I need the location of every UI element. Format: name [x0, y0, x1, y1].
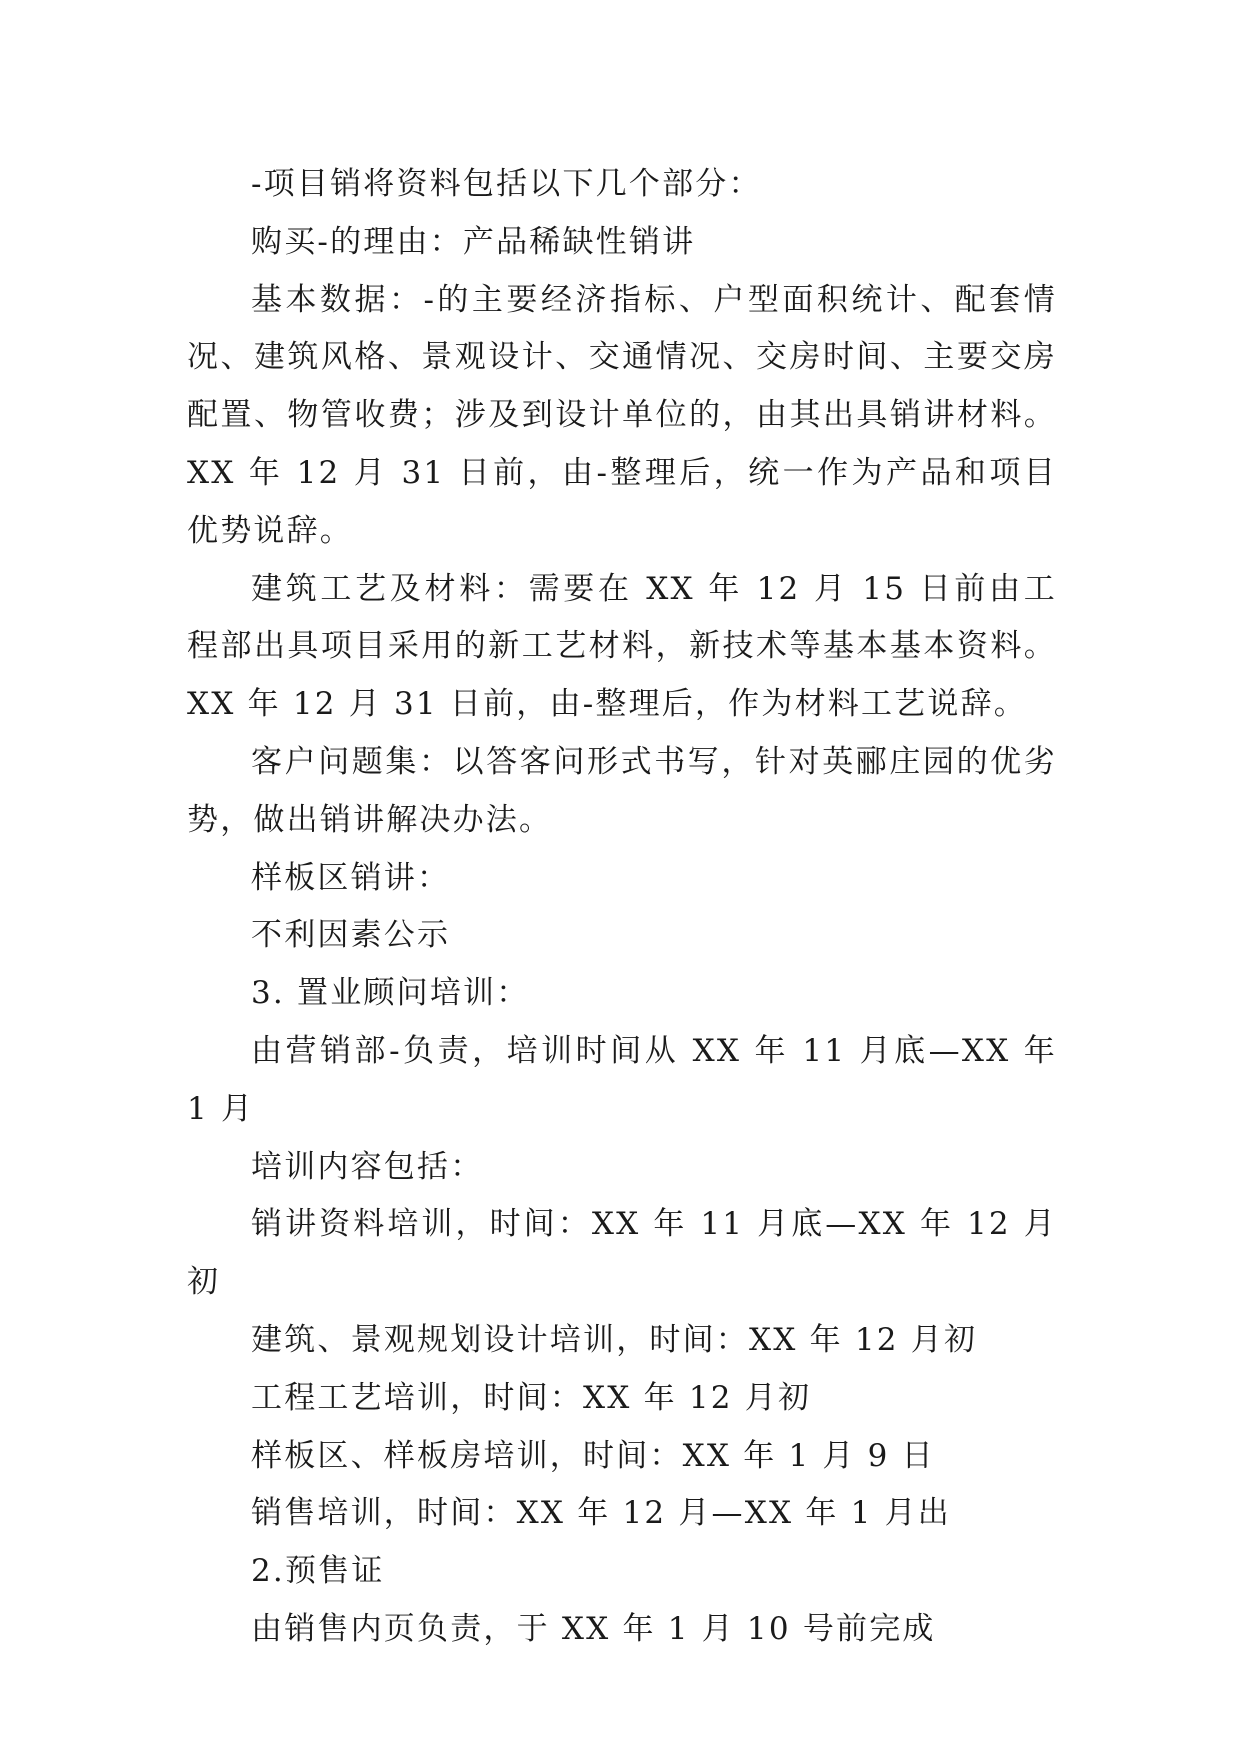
- paragraph-unfavorable-factors: 不利因素公示: [251, 917, 451, 954]
- paragraph-purchase-reason: 购买-的理由：产品稀缺性销讲: [251, 223, 696, 260]
- paragraph-training-sales-materials: 销讲资料培训，时间：XX 年 11 月底—XX 年 12 月初: [187, 1206, 1057, 1301]
- paragraph-training-showroom: 样板区、样板房培训，时间：XX 年 1 月 9 日: [251, 1437, 935, 1474]
- paragraph-consultant-training-heading: 3. 置业顾问培训：: [251, 975, 530, 1012]
- paragraph-presale-heading: 2.预售证: [251, 1553, 385, 1590]
- paragraph-training-responsibility: 由营销部-负责，培训时间从 XX 年 11 月底—XX 年 1 月: [187, 1032, 1057, 1127]
- paragraph-customer-questions: 客户问题集：以答客问形式书写，针对英郦庄园的优劣势，做出销讲解决办法。: [187, 743, 1057, 838]
- paragraph-intro: -项目销将资料包括以下几个部分：: [251, 166, 762, 202]
- paragraph-training-content-heading: 培训内容包括：: [251, 1148, 484, 1185]
- paragraph-training-engineering: 工程工艺培训，时间：XX 年 12 月初: [251, 1379, 812, 1416]
- paragraph-showroom-pitch: 样板区销讲：: [251, 859, 451, 896]
- document-body: [187, 156, 1057, 1659]
- paragraph-construction-materials: 建筑工艺及材料：需要在 XX 年 12 月 15 日前由工程部出具项目采用的新工艺材料，新技术等基本基本资料。XX 年 12 月 31 日前，由-整理后，作为材料工艺说辞。: [187, 570, 1057, 723]
- paragraph-training-sales: 销售培训，时间：XX 年 12 月—XX 年 1 月出: [251, 1495, 951, 1532]
- paragraph-presale-responsibility: 由销售内页负责，于 XX 年 1 月 10 号前完成: [251, 1610, 936, 1647]
- paragraph-training-architecture: 建筑、景观规划设计培训，时间：XX 年 12 月初: [251, 1321, 978, 1358]
- paragraph-basic-data: 基本数据：-的主要经济指标、户型面积统计、配套情况、建筑风格、景观设计、交通情况、交房时间、主要交房配置、物管收费；涉及到设计单位的，由其出具销讲材料。XX 年 12 月 31 日前，由-整理后，统一作为产品和项目优势说辞。: [187, 281, 1057, 549]
